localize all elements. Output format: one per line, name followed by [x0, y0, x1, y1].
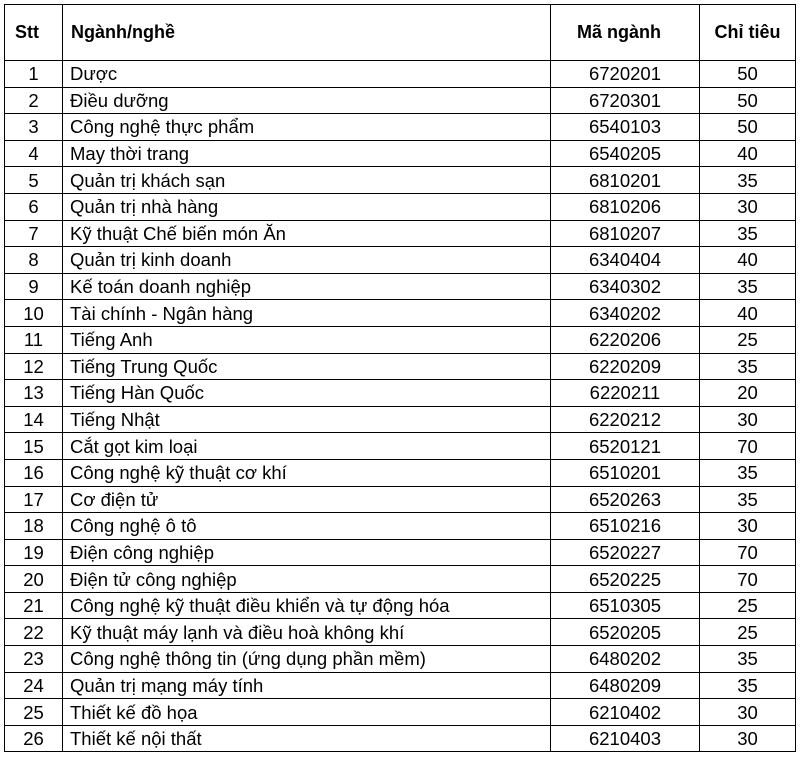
cell-code: 6220209 [551, 353, 700, 380]
cell-name: May thời trang [63, 140, 551, 167]
cell-code: 6510216 [551, 513, 700, 540]
cell-name: Công nghệ kỹ thuật điều khiển và tự động hóa [63, 592, 551, 619]
cell-code: 6510201 [551, 459, 700, 486]
cell-stt: 24 [5, 672, 63, 699]
cell-quota: 25 [700, 592, 796, 619]
cell-code: 6220206 [551, 326, 700, 353]
cell-quota: 35 [700, 672, 796, 699]
cell-quota: 40 [700, 140, 796, 167]
cell-quota: 50 [700, 87, 796, 114]
cell-name: Điện tử công nghiệp [63, 566, 551, 593]
table-row [5, 167, 796, 194]
cell-quota: 35 [700, 220, 796, 247]
cell-name: Kỹ thuật Chế biến món Ăn [63, 220, 551, 247]
table-row [5, 566, 796, 593]
table-row [5, 725, 796, 752]
cell-code: 6520121 [551, 433, 700, 460]
table-row [5, 539, 796, 566]
cell-code: 6720201 [551, 61, 700, 88]
cell-stt: 5 [5, 167, 63, 194]
cell-code: 6480209 [551, 672, 700, 699]
cell-code: 6510305 [551, 592, 700, 619]
cell-code: 6520263 [551, 486, 700, 513]
cell-name: Tài chính - Ngân hàng [63, 300, 551, 327]
table-row [5, 699, 796, 726]
cell-quota: 50 [700, 61, 796, 88]
cell-code: 6340404 [551, 247, 700, 274]
cell-quota: 70 [700, 566, 796, 593]
cell-code: 6340302 [551, 273, 700, 300]
cell-stt: 25 [5, 699, 63, 726]
cell-stt: 23 [5, 646, 63, 673]
cell-code: 6520205 [551, 619, 700, 646]
cell-stt: 6 [5, 193, 63, 220]
cell-name: Công nghệ ô tô [63, 513, 551, 540]
enrollment-quota-table [4, 4, 796, 752]
cell-stt: 2 [5, 87, 63, 114]
cell-name: Tiếng Hàn Quốc [63, 380, 551, 407]
cell-name: Kế toán doanh nghiệp [63, 273, 551, 300]
table-row [5, 646, 796, 673]
cell-code: 6540103 [551, 114, 700, 141]
cell-stt: 20 [5, 566, 63, 593]
cell-name: Điều dưỡng [63, 87, 551, 114]
cell-stt: 8 [5, 247, 63, 274]
cell-stt: 4 [5, 140, 63, 167]
cell-quota: 35 [700, 353, 796, 380]
cell-name: Công nghệ kỹ thuật cơ khí [63, 459, 551, 486]
cell-stt: 14 [5, 406, 63, 433]
cell-code: 6720301 [551, 87, 700, 114]
cell-stt: 12 [5, 353, 63, 380]
cell-code: 6220211 [551, 380, 700, 407]
cell-quota: 35 [700, 646, 796, 673]
cell-stt: 26 [5, 725, 63, 752]
table-row [5, 486, 796, 513]
cell-name: Tiếng Anh [63, 326, 551, 353]
cell-name: Tiếng Nhật [63, 406, 551, 433]
cell-quota: 30 [700, 725, 796, 752]
cell-name: Điện công nghiệp [63, 539, 551, 566]
cell-code: 6520227 [551, 539, 700, 566]
cell-code: 6810206 [551, 193, 700, 220]
header-quota: Chỉ tiêu [700, 5, 796, 61]
table-row [5, 459, 796, 486]
header-stt: Stt [5, 5, 63, 61]
cell-stt: 15 [5, 433, 63, 460]
cell-quota: 30 [700, 513, 796, 540]
table-body [5, 61, 796, 752]
table-header-row [5, 5, 796, 61]
cell-name: Thiết kế nội thất [63, 725, 551, 752]
cell-code: 6810207 [551, 220, 700, 247]
cell-name: Tiếng Trung Quốc [63, 353, 551, 380]
cell-code: 6210402 [551, 699, 700, 726]
cell-quota: 40 [700, 300, 796, 327]
table-row [5, 380, 796, 407]
cell-quota: 35 [700, 486, 796, 513]
table-row [5, 61, 796, 88]
cell-quota: 20 [700, 380, 796, 407]
cell-quota: 70 [700, 433, 796, 460]
table-row [5, 140, 796, 167]
cell-quota: 70 [700, 539, 796, 566]
cell-code: 6340202 [551, 300, 700, 327]
cell-stt: 9 [5, 273, 63, 300]
cell-name: Quản trị khách sạn [63, 167, 551, 194]
cell-stt: 18 [5, 513, 63, 540]
header-name: Ngành/nghề [63, 5, 551, 61]
table-row [5, 406, 796, 433]
table-row [5, 114, 796, 141]
table-row [5, 193, 796, 220]
cell-stt: 10 [5, 300, 63, 327]
cell-quota: 35 [700, 167, 796, 194]
cell-quota: 30 [700, 699, 796, 726]
cell-stt: 11 [5, 326, 63, 353]
cell-stt: 1 [5, 61, 63, 88]
cell-name: Cơ điện tử [63, 486, 551, 513]
cell-stt: 21 [5, 592, 63, 619]
table-row [5, 619, 796, 646]
cell-stt: 3 [5, 114, 63, 141]
cell-code: 6540205 [551, 140, 700, 167]
cell-quota: 30 [700, 406, 796, 433]
table-row [5, 220, 796, 247]
table-row [5, 513, 796, 540]
cell-stt: 17 [5, 486, 63, 513]
cell-name: Thiết kế đồ họa [63, 699, 551, 726]
cell-name: Dược [63, 61, 551, 88]
cell-quota: 40 [700, 247, 796, 274]
cell-quota: 25 [700, 619, 796, 646]
cell-name: Quản trị kinh doanh [63, 247, 551, 274]
table-row [5, 433, 796, 460]
table-row [5, 300, 796, 327]
cell-name: Công nghệ thực phẩm [63, 114, 551, 141]
table-row [5, 353, 796, 380]
cell-name: Kỹ thuật máy lạnh và điều hoà không khí [63, 619, 551, 646]
cell-stt: 16 [5, 459, 63, 486]
cell-name: Cắt gọt kim loại [63, 433, 551, 460]
cell-code: 6520225 [551, 566, 700, 593]
cell-stt: 7 [5, 220, 63, 247]
cell-stt: 22 [5, 619, 63, 646]
table-row [5, 87, 796, 114]
cell-stt: 13 [5, 380, 63, 407]
cell-quota: 25 [700, 326, 796, 353]
cell-code: 6810201 [551, 167, 700, 194]
cell-quota: 30 [700, 193, 796, 220]
table-row [5, 326, 796, 353]
cell-quota: 50 [700, 114, 796, 141]
cell-code: 6220212 [551, 406, 700, 433]
table-row [5, 592, 796, 619]
table-row [5, 672, 796, 699]
cell-quota: 35 [700, 459, 796, 486]
cell-code: 6480202 [551, 646, 700, 673]
table-row [5, 247, 796, 274]
cell-name: Quản trị nhà hàng [63, 193, 551, 220]
cell-name: Quản trị mạng máy tính [63, 672, 551, 699]
table-row [5, 273, 796, 300]
cell-code: 6210403 [551, 725, 700, 752]
cell-name: Công nghệ thông tin (ứng dụng phần mềm) [63, 646, 551, 673]
header-code: Mã ngành [551, 5, 700, 61]
cell-stt: 19 [5, 539, 63, 566]
cell-quota: 35 [700, 273, 796, 300]
